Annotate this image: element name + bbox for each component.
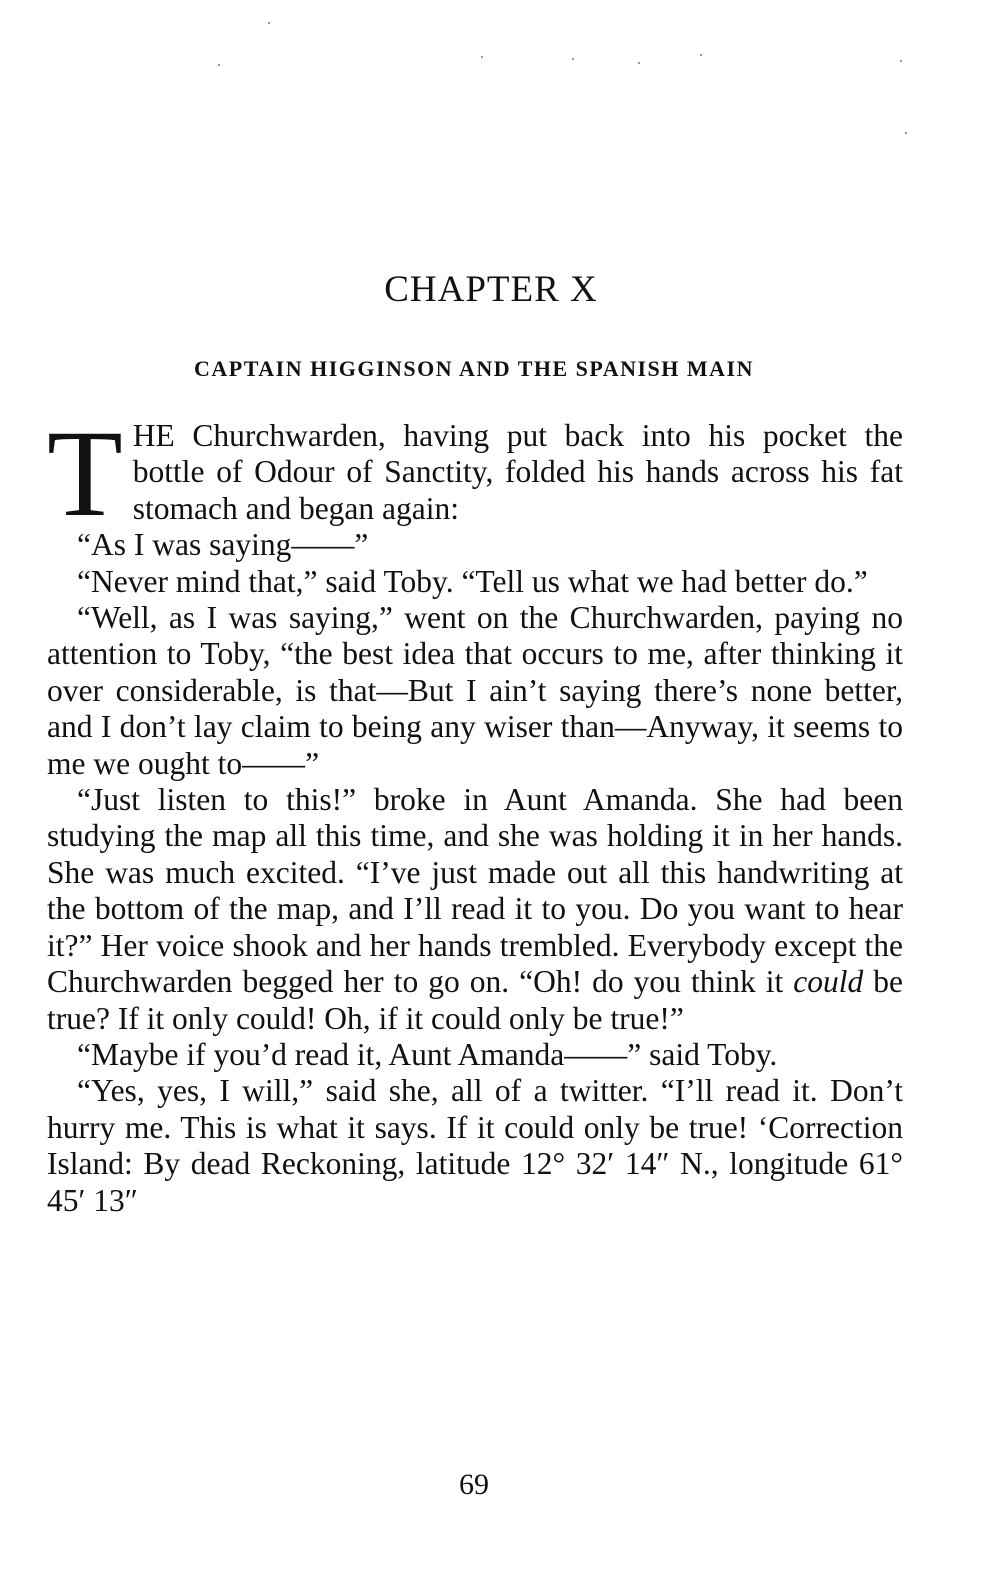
paragraph-5-emphasis: could bbox=[793, 964, 864, 1000]
paragraph-4: “Well, as I was saying,” went on the Churchwarden, paying no attention to Toby, “the best idea that occurs to me, after thinking it over considerable, is that—But I ain’t saying there’s none better, and I don’t lay claim to being any wiser than—Anyway, it seems to me we ought to——” bbox=[47, 600, 903, 781]
chapter-title: CHAPTER X bbox=[384, 269, 598, 310]
paragraph-5-before: “Just listen to this!” broke in Aunt Amanda. She had been studying the map all this time, and she was holding it in her hands. She was much excited. “I’ve just made out all this handwriting at the bottom of the map, and I’ll read it to you. Do you want to hear it?” Her voice shook and her hands trembled. Everybody except the Churchwarden begged her to go on. “Oh! do you think it bbox=[47, 782, 903, 1000]
paragraph-5 bbox=[47, 782, 903, 1037]
paragraph-6: “Maybe if you’d read it, Aunt Amanda——” said Toby. bbox=[77, 1036, 778, 1072]
chapter-subtitle: CAPTAIN HIGGINSON AND THE SPANISH MAIN bbox=[193, 356, 754, 381]
paragraph-5-after: be true? If it only could! Oh, if it could only be true!” bbox=[47, 964, 904, 1036]
chapter-body bbox=[47, 405, 904, 1219]
paragraph-3: “Never mind that,” said Toby. “Tell us what we had better do.” bbox=[77, 563, 868, 599]
paragraph-7: “Yes, yes, I will,” said she, all of a twitter. “I’ll read it. Don’t hurry me. This is what it says. If it could only be true! ‘Correction Island: By dead Reckoning, latitude 12° 32′ 14″ N., longitude 61° 45′ 13″ bbox=[47, 1073, 903, 1218]
paragraph-1 bbox=[47, 405, 903, 542]
paragraph-1-text: HE Churchwarden, having put back into his pocket the bottle of Odour of Sanctity, folded his hands across his fat stomach and began again: bbox=[132, 418, 903, 526]
paragraph-2: “As I was saying——” bbox=[77, 527, 369, 563]
page-number: 69 bbox=[459, 1468, 489, 1501]
drop-cap: T bbox=[47, 405, 123, 542]
